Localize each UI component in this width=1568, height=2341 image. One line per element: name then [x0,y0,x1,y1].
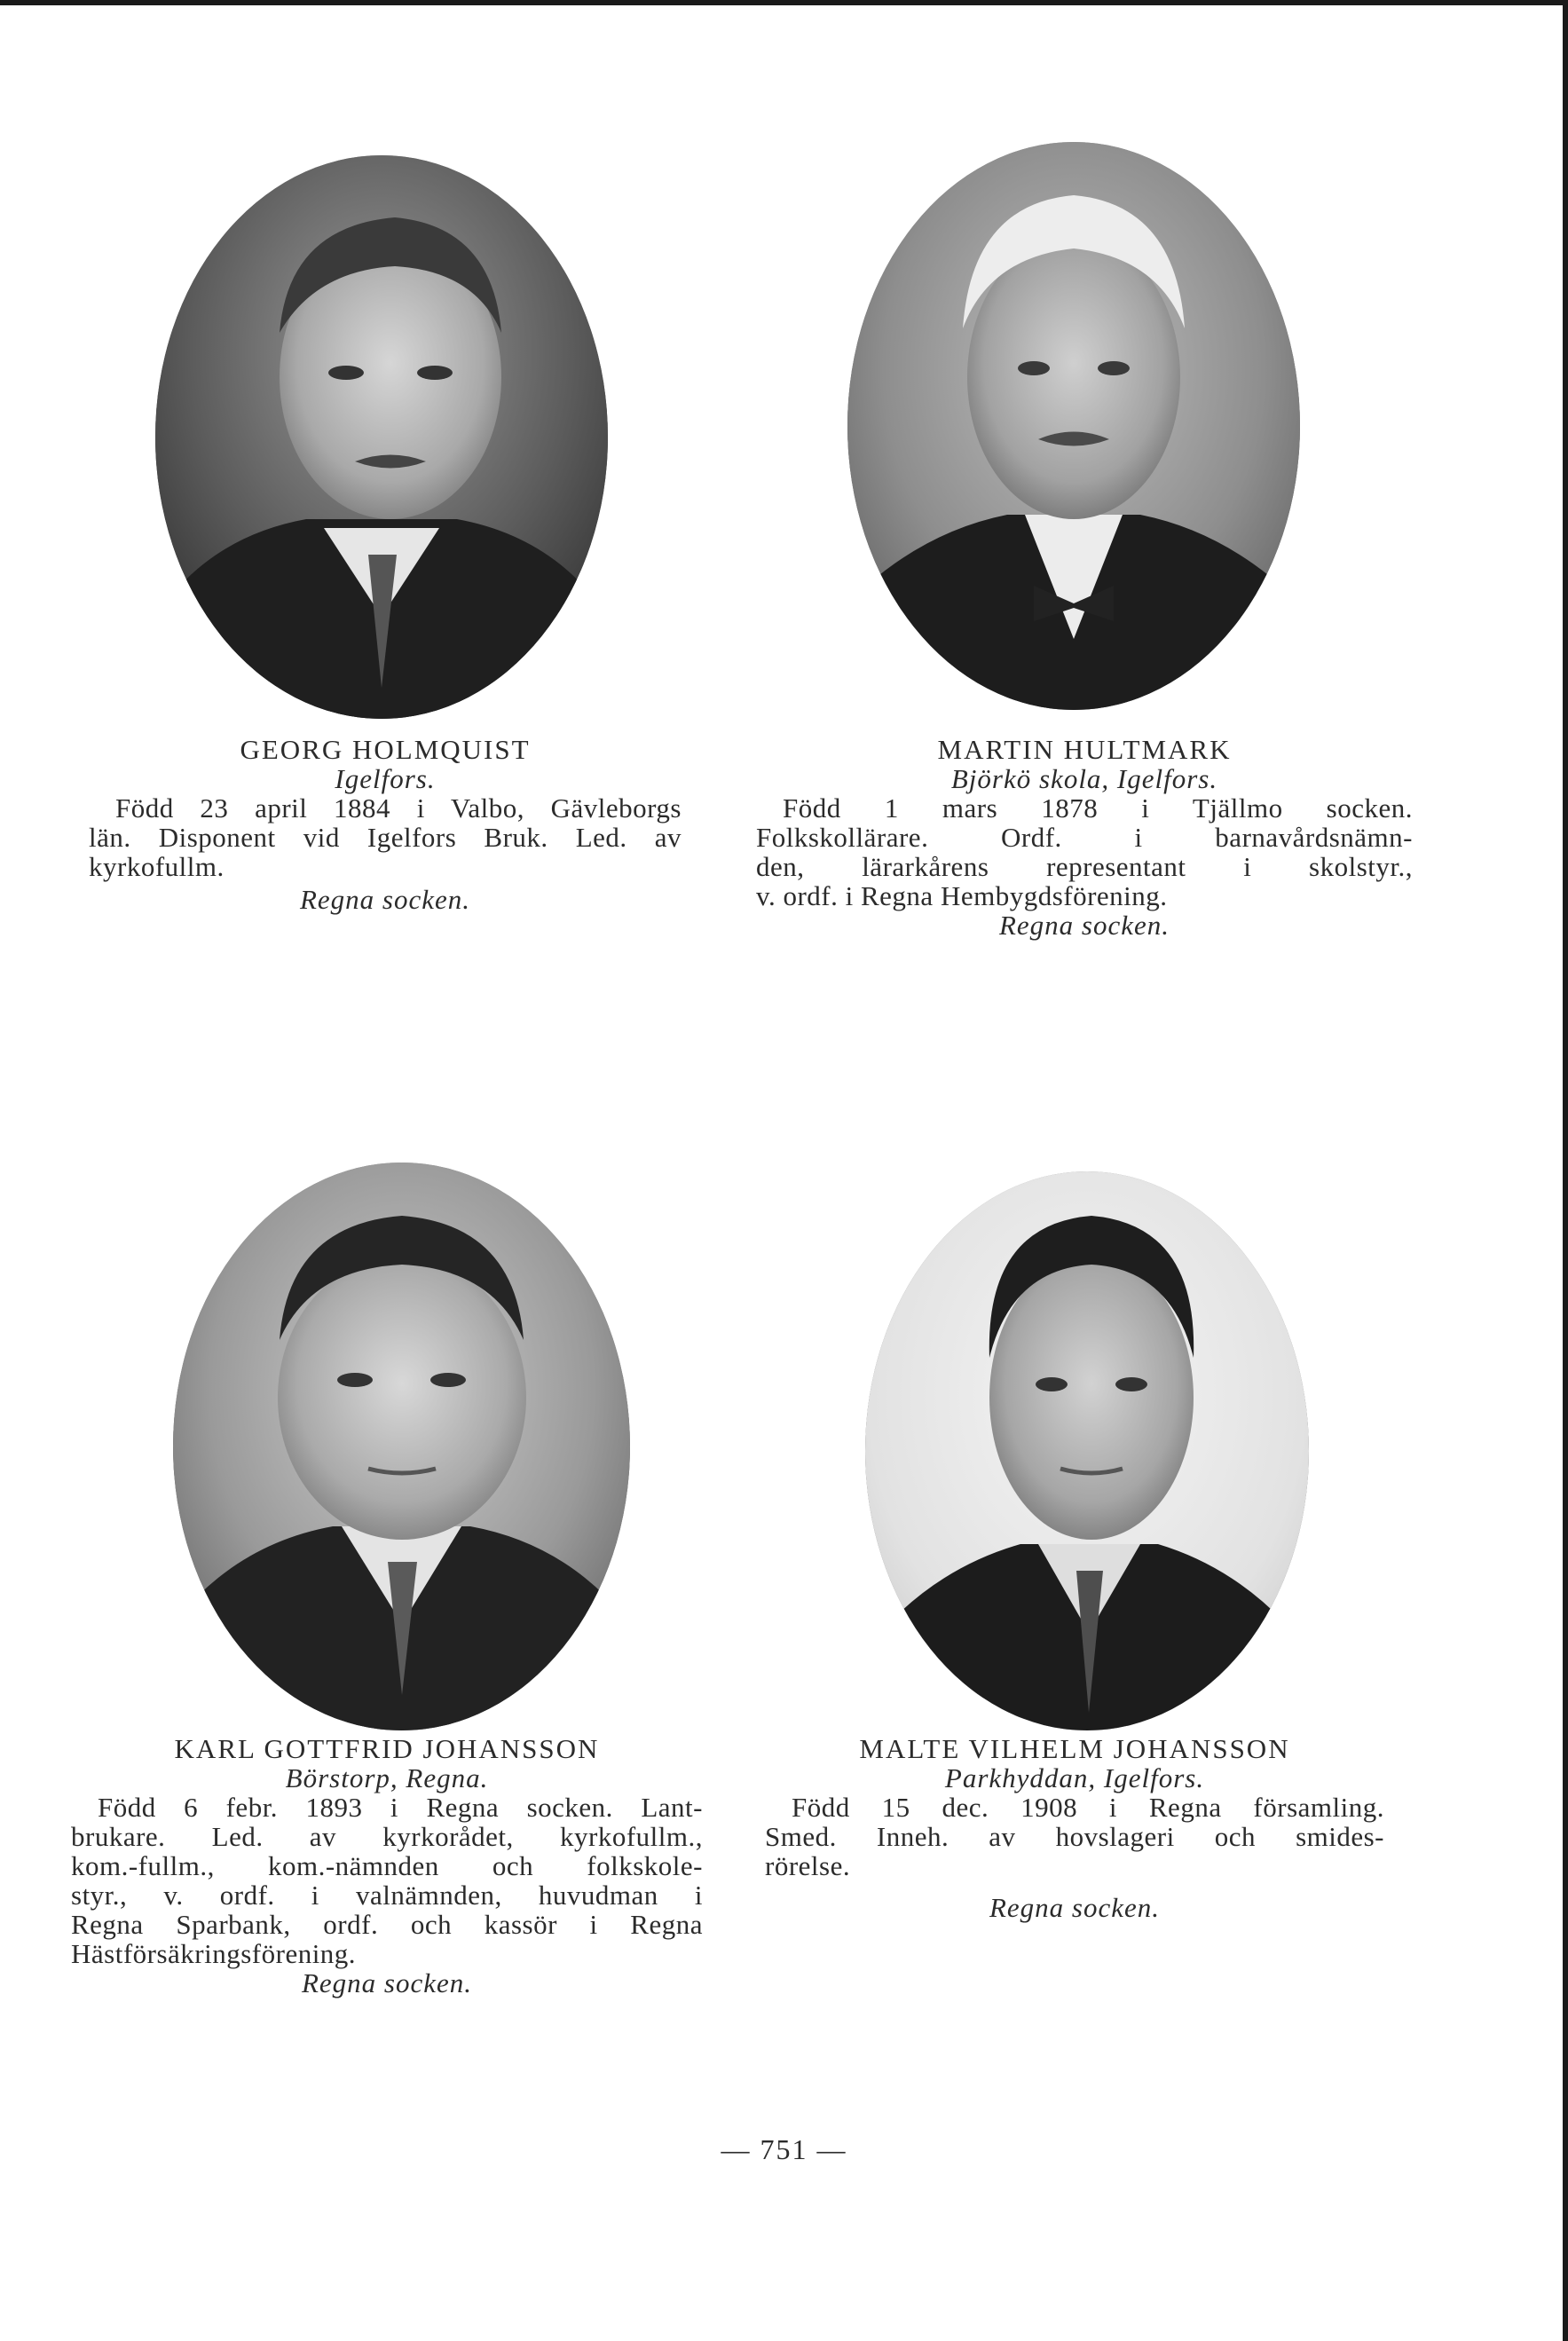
bio-malte-vilhelm-johansson [765,1734,1384,1922]
bio-text-line: Folkskollärare. Ordf. i barnavårdsnämn- [756,822,1413,853]
bio-text-line: län. Disponent vid Igelfors Bruk. Led. av [89,822,682,853]
bio-text-line: Hästförsäkringsförening. [71,1938,357,1969]
bio-martin-hultmark [756,735,1413,940]
bio-georg-holmquist [89,735,682,914]
bio-text-line: v. ordf. i Regna Hembygdsförening. [756,880,1168,911]
person-residence: Parkhyddan, Igelfors. [944,1762,1205,1793]
bio-text-line: brukare. Led. av kyrkorådet, kyrkofullm., [71,1821,703,1852]
bio-text-line: Smed. Inneh. av hovslageri och smides- [765,1821,1384,1852]
bio-karl-gottfrid-johansson [71,1734,703,1998]
bio-text-line: kom.-fullm., kom.-nämnden och folkskole- [71,1850,703,1881]
bio-text-line: Regna Sparbank, ordf. och kassör i Regna [71,1909,703,1940]
parish-label: Regna socken. [989,1892,1161,1923]
person-residence: Björkö skola, Igelfors. [950,763,1218,794]
bio-text-line: Född 1 mars 1878 i Tjällmo socken. [783,792,1413,824]
parish-label: Regna socken. [301,1967,473,1998]
page-number: — 751 — [721,2133,847,2165]
parish-label: Regna socken. [299,884,471,915]
bio-text-line: Född 23 april 1884 i Valbo, Gävleborgs [115,792,682,824]
person-name: MARTIN HULTMARK [937,734,1232,765]
portrait-photo-karl-gottfrid-johansson [173,1163,630,1730]
bio-text-line: styr., v. ordf. i valnämnden, huvudman i [71,1880,703,1911]
person-residence: Igelfors. [335,763,436,794]
portrait-photo-georg-holmquist [155,155,608,719]
bio-text-line: Född 15 dec. 1908 i Regna församling. [792,1792,1384,1823]
person-name: KARL GOTTFRID JOHANSSON [174,1733,600,1764]
portrait-photo-martin-hultmark [847,142,1300,710]
bio-text-line: den, lärarkårens representant i skolstyr., [756,851,1413,882]
parish-label: Regna socken. [998,910,1170,941]
person-residence: Börstorp, Regna. [285,1762,489,1793]
person-name: MALTE VILHELM JOHANSSON [859,1733,1290,1764]
portrait-photo-malte-vilhelm-johansson [865,1171,1309,1730]
person-name: GEORG HOLMQUIST [240,734,531,765]
bio-text-line: kyrkofullm. [89,851,225,882]
bio-text-line: rörelse. [765,1850,851,1881]
bio-text-line: Född 6 febr. 1893 i Regna socken. Lant- [98,1792,703,1823]
